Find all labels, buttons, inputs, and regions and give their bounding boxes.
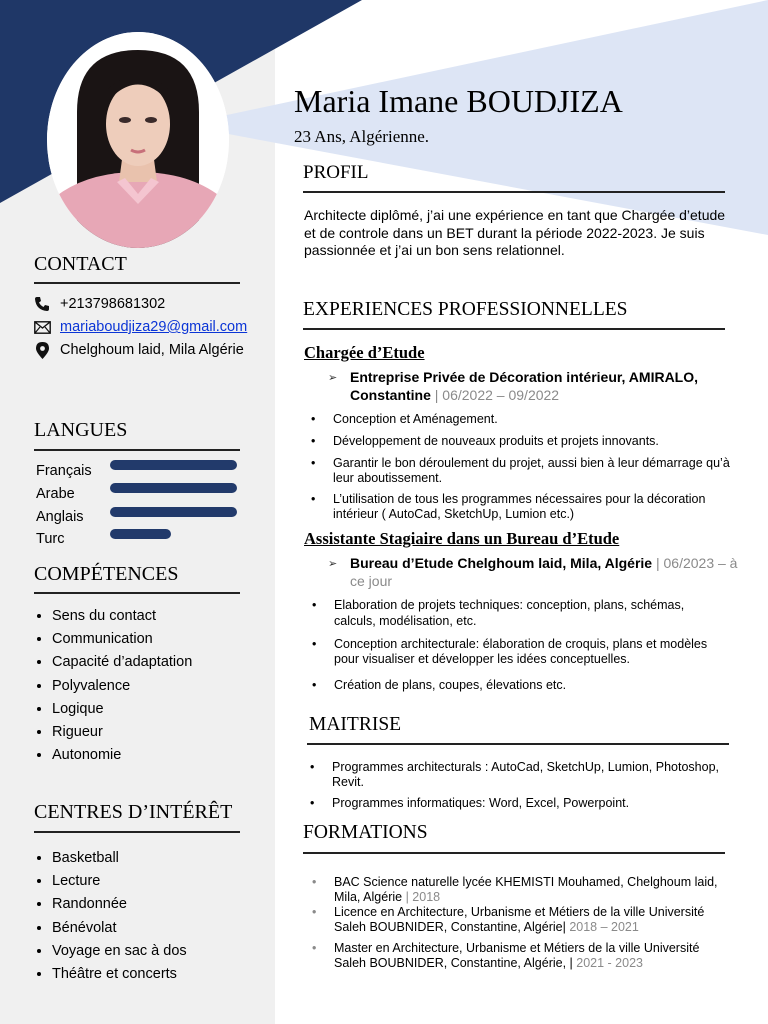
competences-divider — [34, 592, 240, 594]
list-item: • Capacité d’adaptation — [52, 651, 192, 674]
formation-date: 2018 – 2021 — [565, 919, 639, 934]
list-item: • Bénévolat — [52, 917, 187, 940]
job-company — [350, 555, 750, 590]
list-item: • Basketball — [52, 847, 187, 870]
company-name-line1: Bureau d’Etude Chelghoum laid, Mila, Algérie — [350, 555, 653, 571]
list-item: • Sens du contact — [52, 605, 192, 628]
job-dates: | 06/2022 – 09/2022 — [430, 386, 560, 403]
experiences-title: EXPERIENCES PROFESSIONNELLES — [303, 299, 628, 320]
list-item: • Elaboration de projets techniques: conception, plans, schémas, calculs, modélisation, etc. — [312, 598, 685, 628]
job-company — [350, 369, 750, 404]
formation-date: | 2018 — [402, 889, 441, 904]
profil-title: PROFIL — [303, 162, 369, 183]
candidate-name: Maria Imane BOUDJIZA — [294, 83, 623, 119]
list-item: • Conception et Aménagement. — [311, 412, 498, 426]
profil-divider — [303, 191, 725, 193]
profil-text: Architecte diplômé, j’ai une expérience en tant que Chargée d’etude et de controle dans un BET durant la période 2022-2023. Je suis passionnée et j’ai un bon sens relationnel. — [304, 207, 726, 258]
list-item: • Développement de nouveaux produits et projets innovants. — [311, 434, 659, 448]
list-item: • Randonnée — [52, 893, 187, 916]
list-item: • Licence en Architecture, Urbanisme et Métiers de la ville Université Saleh BOUBNIDER, Constantine, Algérie| 2018 – 2021 — [312, 905, 705, 934]
contact-divider — [34, 282, 240, 284]
interets-title: CENTRES D’INTÉRÊT — [34, 801, 233, 823]
formation-date: 2021 - 2023 — [572, 955, 643, 970]
list-item: • Master en Architecture, Urbanisme et Métiers de la ville Université Saleh BOUBNIDER, Constantine, Algérie, | 2021 - 2023 — [312, 941, 700, 970]
formation-text: Licence en Architecture, Urbanisme et Métiers de la ville Université Saleh BOUBNIDER, Constantine, Algérie| — [334, 905, 705, 934]
list-item: • Conception architecturale: élaboration de croquis, plans et modèles pour visualiser et développer les idées conceptuelles. — [312, 637, 708, 666]
location-pin-icon — [36, 342, 49, 364]
list-item: • Programmes architecturals : AutoCad, SketchUp, Lumion, Photoshop, Revit. — [310, 760, 719, 789]
job-title: Chargée d’Etude — [304, 343, 425, 362]
task-text: L’utilisation de tous les programmes nécessaires pour la décoration intérieur ( AutoCad, SketchUp, Lumion etc.) — [333, 492, 706, 521]
interets-list — [34, 847, 187, 986]
list-item: • Programmes informatiques: Word, Excel, Powerpoint. — [310, 796, 630, 810]
formations-divider — [303, 852, 725, 854]
list-item: • Logique — [52, 698, 192, 721]
list-item: • Communication — [52, 628, 192, 651]
list-item: • Polyvalence — [52, 675, 192, 698]
language-label-arabe: Arabe — [36, 486, 75, 502]
experiences-divider — [303, 328, 725, 330]
competences-list — [34, 605, 192, 767]
phone-number: +213798681302 — [60, 296, 166, 312]
email-link[interactable]: mariaboudjiza29@gmail.com — [60, 319, 248, 335]
list-item: • Rigueur — [52, 721, 192, 744]
list-item: • L’utilisation de tous les programmes nécessaires pour la décoration intérieur ( AutoCad, SketchUp, Lumion etc.) — [311, 492, 706, 521]
language-level-bar — [110, 507, 237, 517]
task-text: Conception et Aménagement. — [333, 412, 498, 426]
arrow-bullet-icon: ➢ — [328, 558, 338, 570]
job-dates: | 06/2023 – à ce jour — [350, 555, 738, 589]
list-item: • BAC Science naturelle lycée KHEMISTI Mouhamed, Chelghoum laid, Mila, Algérie | 2018 — [312, 875, 718, 904]
list-item: • Garantir le bon déroulement du projet, aussi bien à leur démarrage qu’à leur aboutissement. — [311, 456, 730, 485]
list-item: • Autonomie — [52, 744, 192, 767]
location-text: Chelghoum laid, Mila Algérie — [60, 342, 244, 358]
contact-title: CONTACT — [34, 253, 127, 275]
skill-text: Programmes informatiques: Word, Excel, Powerpoint. — [332, 796, 630, 810]
formation-text: Master en Architecture, Urbanisme et Métiers de la ville Université Saleh BOUBNIDER, Constantine, Algérie, | — [334, 941, 700, 970]
profile-photo — [47, 32, 229, 248]
list-item: • Voyage en sac à dos — [52, 940, 187, 963]
list-item: • Lecture — [52, 870, 187, 893]
phone-icon — [34, 296, 50, 317]
task-text: Création de plans, coupes, élevations etc. — [334, 678, 567, 692]
arrow-bullet-icon: ➢ — [328, 372, 338, 384]
maitrise-divider — [307, 743, 729, 745]
language-level-bar — [110, 460, 237, 470]
company-name-line2: Constantine — [350, 386, 431, 403]
candidate-subtitle: 23 Ans, Algérienne. — [294, 127, 430, 146]
list-item: • Création de plans, coupes, élevations etc. — [312, 678, 567, 692]
language-label-francais: Français — [36, 463, 92, 479]
job-title: Assistante Stagiaire dans un Bureau d’Etude — [304, 529, 620, 548]
language-level-bar — [110, 529, 171, 539]
skill-text: Programmes architecturals : AutoCad, SketchUp, Lumion, Photoshop, Revit. — [332, 760, 719, 789]
formations-title: FORMATIONS — [303, 822, 428, 843]
language-level-bar — [110, 483, 237, 493]
langues-title: LANGUES — [34, 419, 128, 441]
language-label-anglais: Anglais — [36, 509, 84, 525]
language-label-turc: Turc — [36, 531, 65, 547]
competences-title: COMPÉTENCES — [34, 563, 179, 585]
interets-divider — [34, 831, 240, 833]
task-text: Conception architecturale: élaboration de croquis, plans et modèles pour visualiser et développer les idées conceptuelles. — [334, 637, 708, 666]
task-text: Elaboration de projets techniques: conception, plans, schémas, calculs, modélisation, etc. — [334, 598, 685, 628]
formation-text: BAC Science naturelle lycée KHEMISTI Mouhamed, Chelghoum laid, Mila, Algérie — [334, 875, 718, 904]
task-text: Garantir le bon déroulement du projet, aussi bien à leur démarrage qu’à leur aboutissement. — [333, 456, 730, 485]
envelope-icon — [34, 321, 51, 339]
list-item: • Théâtre et concerts — [52, 963, 187, 986]
langues-divider — [34, 449, 240, 451]
maitrise-title: MAITRISE — [309, 714, 402, 735]
task-text: Développement de nouveaux produits et projets innovants. — [333, 434, 659, 448]
company-name-line1: Entreprise Privée de Décoration intérieur, AMIRALO, — [350, 369, 699, 385]
